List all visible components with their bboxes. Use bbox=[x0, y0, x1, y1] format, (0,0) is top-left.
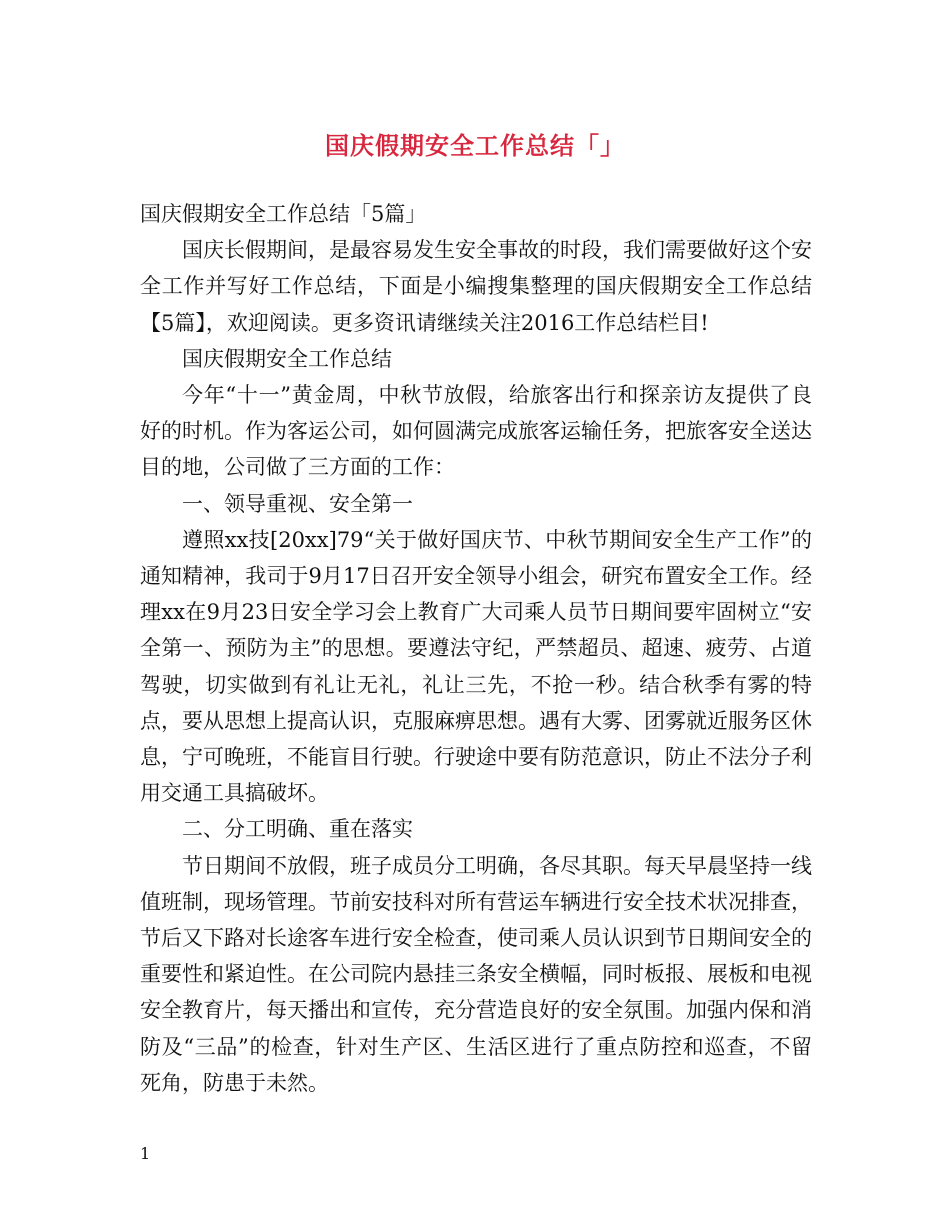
subtitle-paragraph: 国庆假期安全工作总结「5篇」 bbox=[140, 202, 427, 226]
document-body bbox=[140, 196, 812, 1101]
section-heading: 二、分工明确、重在落实 bbox=[182, 817, 413, 842]
document-title: 国庆假期安全工作总结「」 bbox=[325, 131, 625, 160]
page-number: 1 bbox=[140, 1144, 151, 1163]
body-paragraph: 遵照xx技[20xx]79“关于做好国庆节、中秋节期间安全生产工作”的通知精神，我司于9月17日召开安全领导小组会，研究布置安全工作。经理xx在9月23日安全学习会上教育广大司乘人员节日期间要牢固树立“安全第一、预防为主”的思想。要遵法守纪，严禁超员、超速、疲劳、占道驾驶，切实做到有礼让无礼，礼让三先，不抢一秒。结合秋季有雾的特点，要从思想上提高认识，克服麻痹思想。遇有大雾、团雾就近服务区休息，宁可晚班，不能盲目行驶。行驶途中要有防范意识，防止不法分子利用交通工具搞破坏。 bbox=[140, 527, 812, 806]
intro-paragraph: 国庆长假期间，是最容易发生安全事故的时段，我们需要做好这个安全工作并写好工作总结，下面是小编搜集整理的国庆假期安全工作总结【5篇】，欢迎阅读。更多资讯请继续关注2016工作总结栏目! bbox=[140, 238, 812, 335]
body-paragraph: 今年“十一”黄金周，中秋节放假，给旅客出行和探亲访友提供了良好的时机。作为客运公司，如何圆满完成旅客运输任务，把旅客安全送达目的地，公司做了三方面的工作： bbox=[140, 383, 812, 480]
body-paragraph: 节日期间不放假，班子成员分工明确，各尽其职。每天早晨坚持一线值班制，现场管理。节前安技科对所有营运车辆进行安全技术状况排查，节后又下路对长途客车进行安全检查，使司乘人员认识到节日期间安全的重要性和紧迫性。在公司院内悬挂三条安全横幅，同时板报、展板和电视安全教育片，每天播出和宣传，充分营造良好的安全氛围。加强内保和消防及“三品”的检查，针对生产区、生活区进行了重点防控和巡查，不留死角，防患于未然。 bbox=[140, 853, 812, 1095]
section-heading: 国庆假期安全工作总结 bbox=[182, 346, 392, 371]
section-heading: 一、领导重视、安全第一 bbox=[182, 491, 413, 516]
